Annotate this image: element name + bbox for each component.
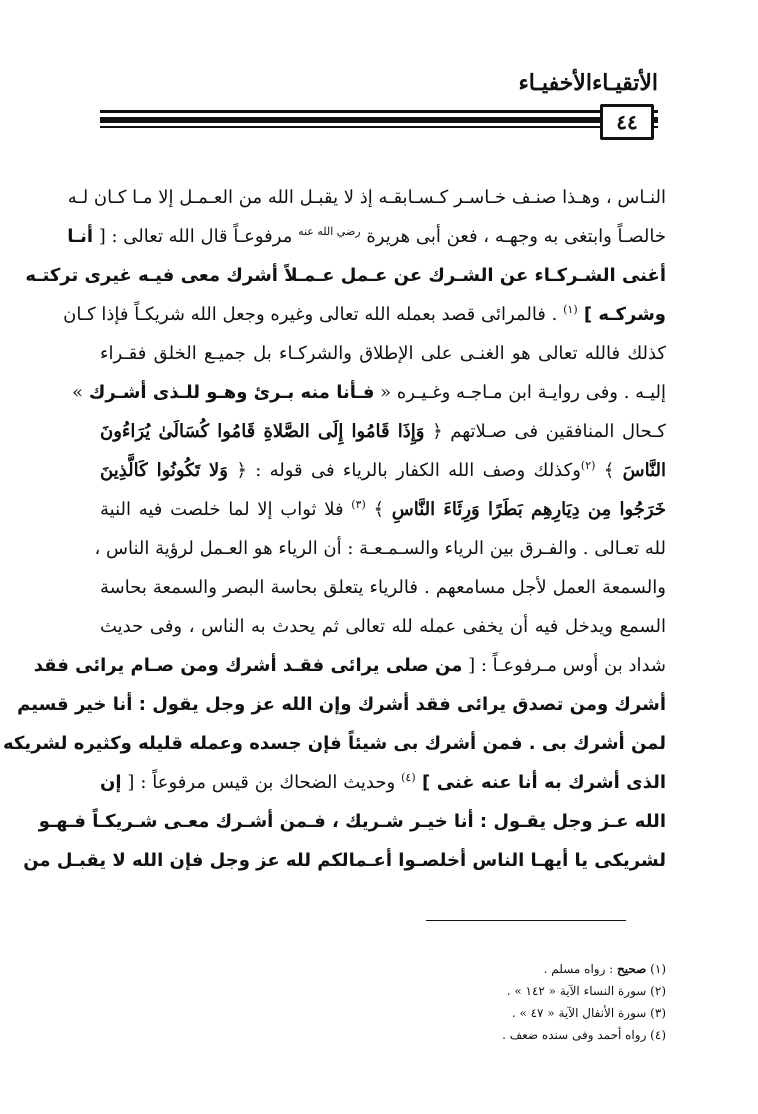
footnote-grade: صحيح xyxy=(617,962,647,976)
footnote-item xyxy=(366,1024,666,1046)
hadith-text: إن xyxy=(100,772,122,793)
hadith-text: وشركـه ] xyxy=(577,304,666,325)
text-run: لله تعـالى . والفـرق بين الرياء والسـمـعـة : أن الرياء هو العـمل لرؤية الناس ، xyxy=(94,538,666,559)
text-line xyxy=(23,841,666,880)
hadith-text: أشرك ومن تصدق يرائى فقد أشرك وإن الله عز وجل يقول : أنا خير قسيم xyxy=(17,694,666,715)
body-text xyxy=(3,178,666,880)
hadith-text: فـأنا منه بـرئ وهـو للـذى أشـرك xyxy=(88,382,375,403)
text-line xyxy=(3,724,666,763)
footnote-text: سورة النساء الآية « ١٤٢ » . xyxy=(506,984,647,998)
footnote-number: (٤) xyxy=(646,1028,666,1042)
hadith-text: أغنى الشـركـاء عن الشـرك عن عـمل عـمـلاً أشرك معى فيـه غيرى تركتـه xyxy=(25,265,666,286)
text-run: إليـه . وفى روايـة ابن مـاجـه وغـيـره « xyxy=(374,382,666,403)
footnote-ref: (٣) xyxy=(351,498,366,511)
text-run: . فالمرائى قصد بعمله الله تعالى وغيره وجعل الله شريكـاً فإذا كـان xyxy=(63,304,564,325)
text-run: ﴾ xyxy=(595,460,623,481)
text-run: » xyxy=(72,382,89,403)
footnote-item xyxy=(366,1002,666,1024)
footnote-text: سورة الأنفال الآية « ٤٧ » . xyxy=(511,1006,647,1020)
text-run: وحديث الضحاك بن قيس مرفوعاً : [ xyxy=(121,772,402,793)
text-run: خالصـاً وابتغى به وجهـه ، فعن أبى هريرة xyxy=(360,226,666,247)
footnote-number: (٣) xyxy=(646,1006,666,1020)
text-line xyxy=(33,646,666,685)
text-line xyxy=(100,607,666,646)
text-run: كذلك فالله تعالى هو الغنـى على الإطلاق والشركـاء بل جميـع الخلق فقـراء xyxy=(100,343,666,364)
footnote-text: : رواه مسلم . xyxy=(543,962,618,976)
header-rule-top xyxy=(100,110,658,113)
hadith-text: الله عـز وجل يقـول : أنا خيـر شـريك ، فـمن أشـرك معـى شـريكـاً فـهـو xyxy=(38,811,666,832)
page-number-box xyxy=(600,104,654,140)
text-line xyxy=(100,763,666,802)
text-line xyxy=(100,568,666,607)
quran-text: وَلا تَكُونُوا كَالَّذِينَ xyxy=(100,460,228,481)
text-run: مرفوعـاً قال الله تعالى : [ xyxy=(93,226,299,247)
text-line xyxy=(67,217,666,256)
quran-text: النَّاسَ xyxy=(622,460,666,481)
text-line xyxy=(94,529,666,568)
text-run: والسمعة العمل لأجل مسامعهم . فالرياء يتعلق بحاسة البصر والسمعة بحاسة xyxy=(100,577,666,598)
quran-text: وَإِذَا قَامُوا إِلَى الصَّلاةِ قَامُوا كُسَالَىٰ يُرَاءُونَ xyxy=(100,421,425,442)
footnote-item xyxy=(366,958,666,980)
text-run: فلا ثواب إلا لما خلصت فيه النية xyxy=(100,499,352,520)
footnote-ref: رضي الله عنه xyxy=(298,225,361,238)
hadith-text: الذى أشرك به أنا عنه غنى ] xyxy=(415,772,666,793)
hadith-text: لمن أشرك بى . فمن أشرك بى شيئاً فإن جسده وعمله قليله وكثيره لشريكه xyxy=(3,733,666,754)
footnote-number: (٢) xyxy=(646,984,666,998)
footnote-ref: (٢) xyxy=(580,459,596,472)
hadith-text: أنـا xyxy=(67,226,94,247)
text-line xyxy=(100,451,666,490)
footnote-ref: (١) xyxy=(563,303,578,316)
running-header-title: الأتقيـاءالأخفيـاء xyxy=(518,70,658,96)
footnote-item xyxy=(366,980,666,1002)
text-run: السمع ويدخل فيه أن يخفى عمله لله تعالى ثم يحدث به الناس ، وفى حديث xyxy=(100,616,666,637)
text-run: كـحال المنافقين فى صـلاتهم ﴿ xyxy=(424,421,666,442)
text-run: ﴾ xyxy=(365,499,392,520)
text-run: شداد بن أوس مـرفوعـاً : [ xyxy=(462,655,666,676)
footnote-ref: (٤) xyxy=(401,771,416,784)
page-number: ٤٤ xyxy=(616,110,638,134)
hadith-text: من صلى يرائى فقـد أشرك ومن صـام يرائى فقد xyxy=(33,655,463,676)
quran-text: خَرَجُوا مِن دِيَارِهِم بَطَرًا وَرِئَاءَ النَّاسِ xyxy=(391,499,666,520)
text-line xyxy=(17,685,666,724)
text-line xyxy=(72,373,666,412)
text-run: وكذلك وصف الله الكفار بالرياء فى قوله : ﴿ xyxy=(227,460,581,481)
text-line xyxy=(38,802,666,841)
text-line xyxy=(25,256,666,295)
text-line xyxy=(67,178,666,217)
text-line xyxy=(100,334,666,373)
text-line xyxy=(63,295,666,334)
footnote-number: (١) xyxy=(646,962,666,976)
text-line xyxy=(100,412,666,451)
footnote-separator xyxy=(426,920,626,921)
header-rule-bottom xyxy=(100,126,658,128)
hadith-text: لشريكى يا أيهـا الناس أخلصـوا أعـمالكم لله عز وجل فإن الله لا يقبـل من xyxy=(23,850,666,871)
text-run: النـاس ، وهـذا صنـف خـاسـر كـسـابقـه إذ لا يقبـل الله من العـمـل إلا مـا كـان لـه xyxy=(67,187,666,208)
header-rule-middle xyxy=(100,117,658,123)
footnote-text: رواه أحمد وفى سنده ضعف . xyxy=(502,1028,647,1042)
text-line xyxy=(100,490,666,529)
footnotes xyxy=(366,958,666,1046)
